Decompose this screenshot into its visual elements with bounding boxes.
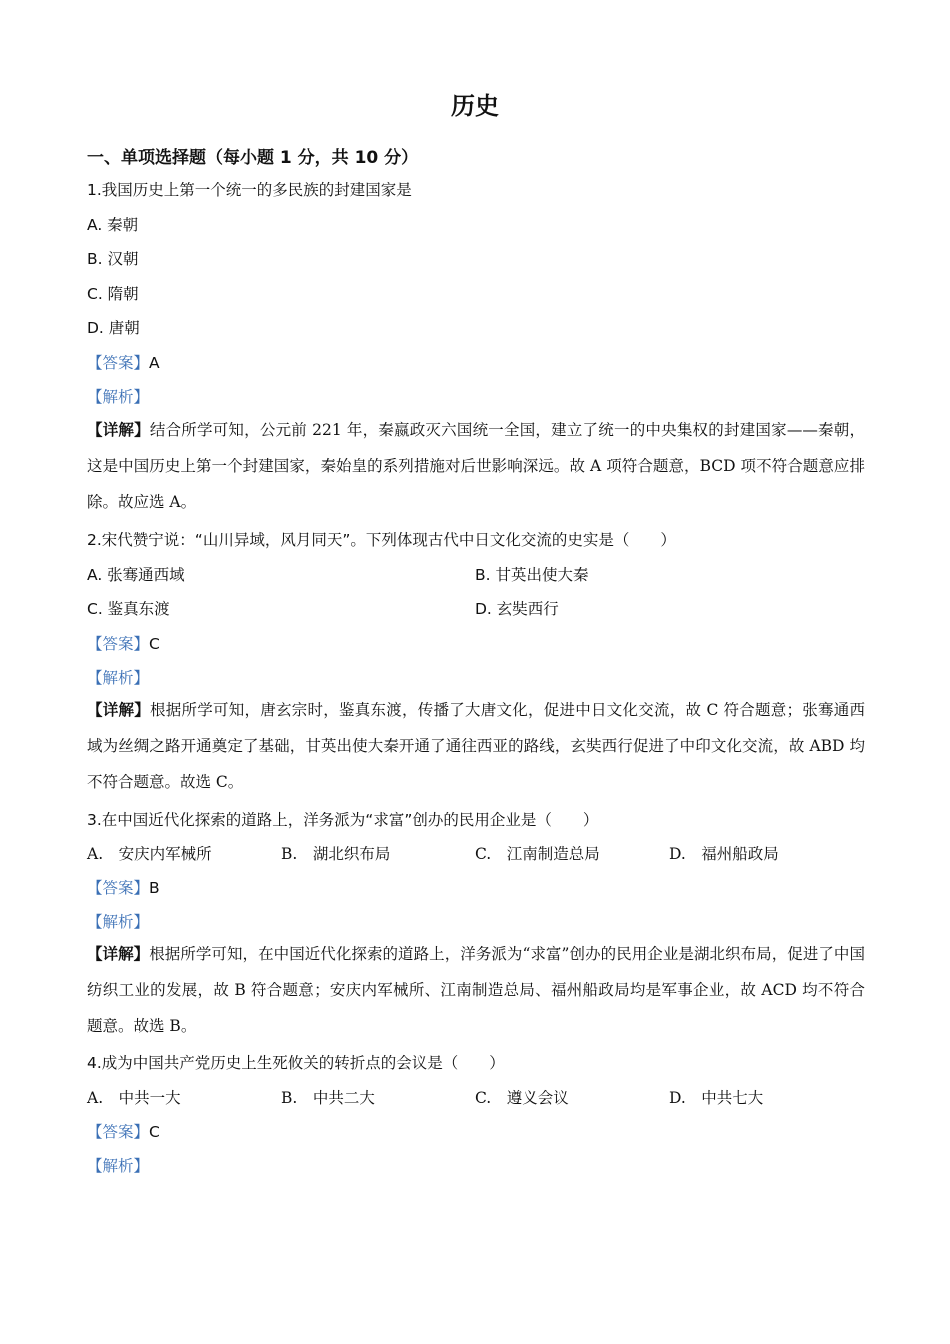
analysis-label: 【解析】 [87, 388, 150, 406]
detail-text: 根据所学可知，唐玄宗时，鉴真东渡，传播了大唐文化，促进中日文化交流，故 C 符合题意；张骞通西域为丝绸之路开通奠定了基础，甘英出使大秦开通了通往西亚的路线，玄奘西行促进了中印文化交流，故 ABD 均不符合题意。故选 C。 [87, 701, 865, 791]
answer-label: 【答案】 [87, 354, 150, 372]
detail-label: 【详解】 [87, 421, 150, 439]
question-1-option-d: D. 唐朝 [87, 319, 140, 337]
question-2-option-b: B. 甘英出使大秦 [475, 566, 589, 584]
section-heading: 一、单项选择题（每小题 1 分，共 10 分） [87, 148, 419, 168]
answer-value: C [149, 635, 160, 653]
question-3-analysis-label [87, 910, 149, 932]
question-3-stem: 3.在中国近代化探索的道路上，洋务派为“求富”创办的民用企业是（ ） [87, 811, 599, 829]
question-2-stem: 2.宋代赞宁说：“山川异域，风月同天”。下列体现古代中日文化交流的史实是（ ） [87, 531, 676, 549]
question-4-option-b: B. 中共二大 [281, 1089, 375, 1107]
answer-label: 【答案】 [87, 1123, 150, 1141]
answer-value: C [149, 1123, 160, 1141]
page-title: 历史 [451, 92, 499, 120]
analysis-label: 【解析】 [87, 1157, 150, 1175]
question-2-option-a: A. 张骞通西域 [87, 566, 185, 584]
answer-value: A [149, 354, 160, 372]
question-2-detail [87, 692, 865, 800]
analysis-label: 【解析】 [87, 669, 150, 687]
question-3-option-b: B. 湖北织布局 [281, 845, 391, 863]
question-3-answer [87, 876, 160, 898]
question-1-analysis-label [87, 385, 149, 407]
question-4-answer [87, 1120, 160, 1142]
question-1-option-b: B. 汉朝 [87, 250, 139, 268]
question-3-option-a: A. 安庆内军械所 [87, 845, 212, 863]
detail-label: 【详解】 [87, 701, 151, 719]
question-2-analysis-label [87, 666, 149, 688]
question-4-option-d: D. 中共七大 [669, 1089, 764, 1107]
question-1-answer [87, 351, 160, 373]
question-3-detail [87, 936, 865, 1044]
question-1-option-c: C. 隋朝 [87, 285, 139, 303]
detail-text: 结合所学可知，公元前 221 年，秦嬴政灭六国统一全国，建立了统一的中央集权的封建国家——秦朝，这是中国历史上第一个封建国家，秦始皇的系列措施对后世影响深远。故 A 项符合题意，BCD 项不符合题意应排除。故应选 A。 [87, 421, 865, 511]
detail-label: 【详解】 [87, 945, 150, 963]
answer-label: 【答案】 [87, 879, 150, 897]
analysis-label: 【解析】 [87, 913, 150, 931]
question-3-option-c: C. 江南制造总局 [475, 845, 600, 863]
question-4-analysis-label [87, 1154, 149, 1176]
question-3-option-d: D. 福州船政局 [669, 845, 779, 863]
question-1-detail [87, 412, 865, 520]
detail-text: 根据所学可知，在中国近代化探索的道路上，洋务派为“求富”创办的民用企业是湖北织布局，促进了中国纺织工业的发展，故 B 符合题意；安庆内军械所、江南制造总局、福州船政局均是军事企业，故 ACD 均不符合题意。故选 B。 [87, 945, 865, 1035]
question-2-option-c: C. 鉴真东渡 [87, 600, 170, 618]
question-4-option-c: C. 遵义会议 [475, 1089, 569, 1107]
answer-label: 【答案】 [87, 635, 150, 653]
answer-value: B [149, 879, 160, 897]
question-2-option-d: D. 玄奘西行 [475, 600, 559, 618]
question-1-option-a: A. 秦朝 [87, 216, 139, 234]
question-4-stem: 4.成为中国共产党历史上生死攸关的转折点的会议是（ ） [87, 1054, 505, 1072]
question-4-option-a: A. 中共一大 [87, 1089, 181, 1107]
question-1-stem: 1.我国历史上第一个统一的多民族的封建国家是 [87, 181, 412, 199]
question-2-answer [87, 632, 160, 654]
